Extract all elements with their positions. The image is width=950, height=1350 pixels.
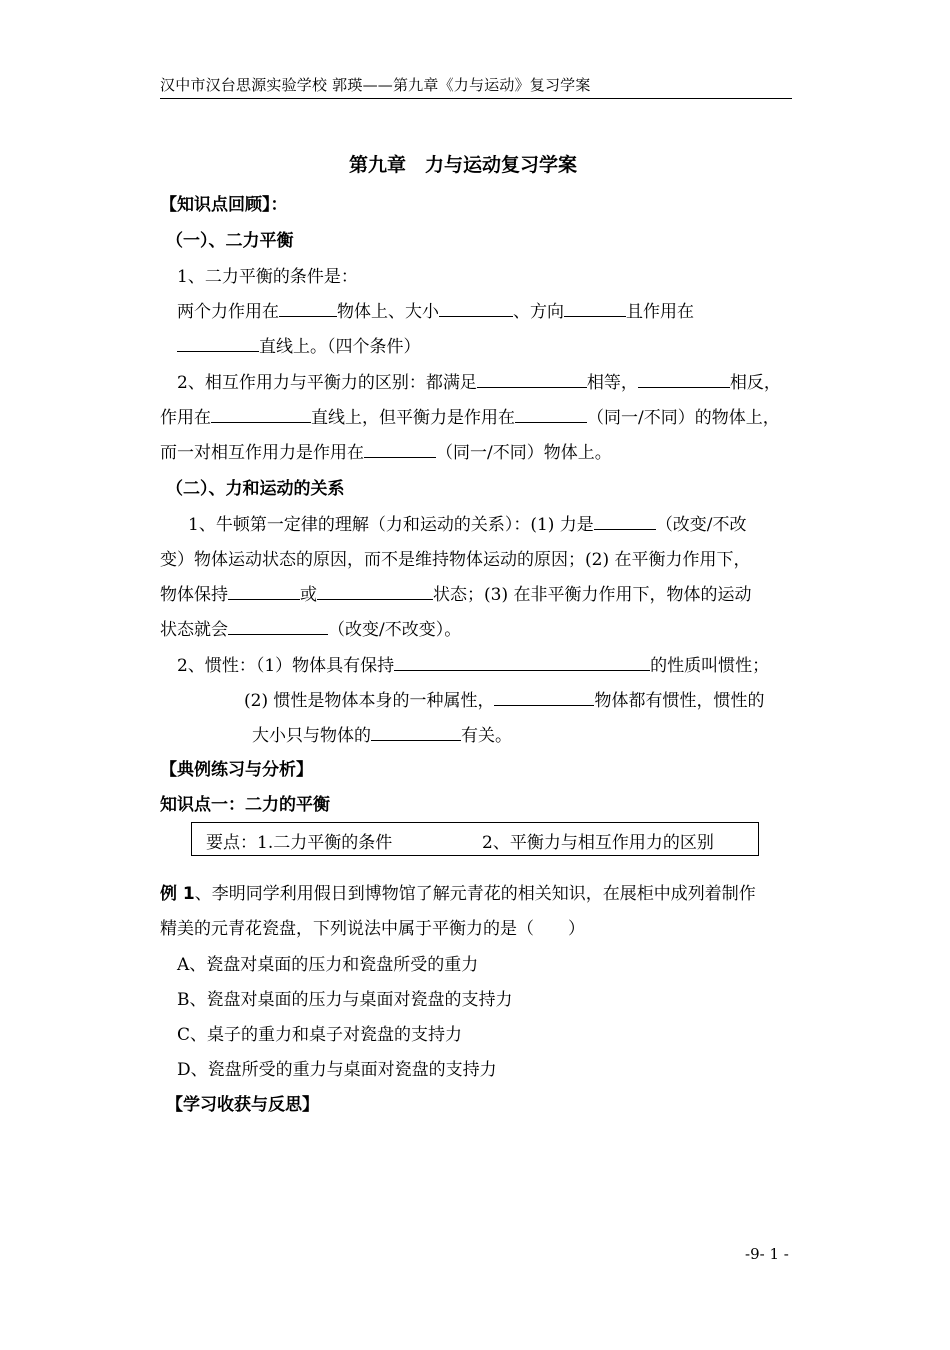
option-a: A、瓷盘对桌面的压力和瓷盘所受的重力 [177,955,479,975]
document-title: 第九章 力与运动复习学案 [349,154,578,176]
inertia-line2 [244,686,764,711]
inertia-text-e: 大小只与物体的 [252,726,371,746]
fill-blank[interactable] [477,370,587,388]
fill-blank[interactable] [317,582,433,600]
inertia-text-f: 有关。 [461,726,512,746]
item2-text-c: 相反， [729,373,781,393]
page-number: -9- 1 - [745,1245,789,1263]
fill-blank[interactable] [228,582,300,600]
inertia-line3 [252,721,512,746]
item2-text-e: 直线上，但平衡力是作用在 [311,408,515,428]
fill-blank[interactable] [228,617,328,635]
newton-line3 [160,580,751,605]
key-point-2: 2、平衡力与相互作用力的区别 [482,833,714,853]
option-d: D、瓷盘所受的重力与桌面对瓷盘的支持力 [177,1060,497,1080]
fill-blank[interactable] [494,688,594,706]
fill-blank[interactable] [515,405,587,423]
newton-line4 [160,615,461,640]
fill-blank[interactable] [394,653,650,671]
option-c: C、桌子的重力和桌子对瓷盘的支持力 [177,1025,463,1045]
inertia-line1 [177,651,769,676]
item2-line1 [177,368,781,393]
item1-intro: 1、二力平衡的条件是： [177,267,358,287]
fill-blank[interactable] [594,512,656,530]
newton-text-g: （改变/不改变）。 [328,620,462,640]
inertia-text-a: 2、惯性：（1）物体具有保持 [177,656,395,676]
section1-heading: （一）、二力平衡 [166,231,294,251]
inertia-text-d: 物体都有惯性，惯性的 [594,691,765,711]
fill-blank[interactable] [211,405,311,423]
newton-text-e: 状态；(3) 在非平衡力作用下，物体的运动 [433,585,752,605]
fill-blank[interactable] [279,299,337,317]
item1-text-c: 、方向 [513,302,564,322]
examples-heading: 【典例练习与分析】 [160,760,313,780]
item1-text-a: 两个力作用在 [177,302,279,322]
option-b: B、瓷盘对桌面的压力与桌面对瓷盘的支持力 [177,990,513,1010]
item1-text-e: 直线上。（四个条件） [259,337,421,357]
reflection-heading: 【学习收获与反思】 [166,1095,319,1115]
knowledge-review-heading: 【知识点回顾】： [160,195,288,215]
fill-blank[interactable] [439,299,513,317]
item2-text-d: 作用在 [160,408,211,428]
item1-text-d: 且作用在 [626,302,694,322]
key-point-1: 要点：1.二力平衡的条件 [206,833,393,853]
example1-text: 、李明同学利用假日到博物馆了解元青花的相关知识，在展柜中成列着制作 [194,884,756,904]
inertia-text-c: (2) 惯性是物体本身的一种属性， [244,691,495,711]
page-header: 汉中市汉台思源实验学校 郭瑛——第九章《力与运动》复习学案 [160,74,792,99]
fill-blank[interactable] [364,440,436,458]
item2-text-f: （同一/不同）的物体上， [587,408,780,428]
item2-text-b: 相等， [586,373,638,393]
fill-blank[interactable] [564,299,626,317]
newton-text-b: （改变/不改 [655,515,747,535]
item1-text-b: 物体上、大小 [337,302,439,322]
fill-blank[interactable] [371,723,461,741]
item2-line3 [160,438,612,463]
newton-text-a: 1、牛顿第一定律的理解（力和运动的关系）：(1) 力是 [188,515,594,535]
section2-heading: （二）、力和运动的关系 [166,479,345,499]
newton-line1 [188,510,747,535]
item2-text-a: 2、相互作用力与平衡力的区别：都满足 [177,373,477,393]
newton-line2: 变）物体运动状态的原因，而不是维持物体运动的原因；(2) 在平衡力作用下， [160,550,751,570]
item1-line2 [177,332,421,357]
item1-line1 [177,297,694,322]
item2-text-h: （同一/不同）物体上。 [436,443,612,463]
fill-blank[interactable] [177,334,259,352]
example1-line1 [160,879,756,904]
item2-text-g: 而一对相互作用力是作用在 [160,443,364,463]
newton-text-f: 状态就会 [160,620,228,640]
example1-label: 例 1 [160,884,195,904]
knowledge-point-1: 知识点一：二力的平衡 [160,795,330,815]
newton-text-c: 物体保持 [160,585,228,605]
example1-line2: 精美的元青花瓷盘，下列说法中属于平衡力的是（ ） [160,919,585,939]
item2-line2 [160,403,780,428]
inertia-text-b: 的性质叫惯性； [650,656,770,676]
key-points-box [191,822,759,856]
fill-blank[interactable] [638,370,730,388]
newton-text-d: 或 [300,585,317,605]
